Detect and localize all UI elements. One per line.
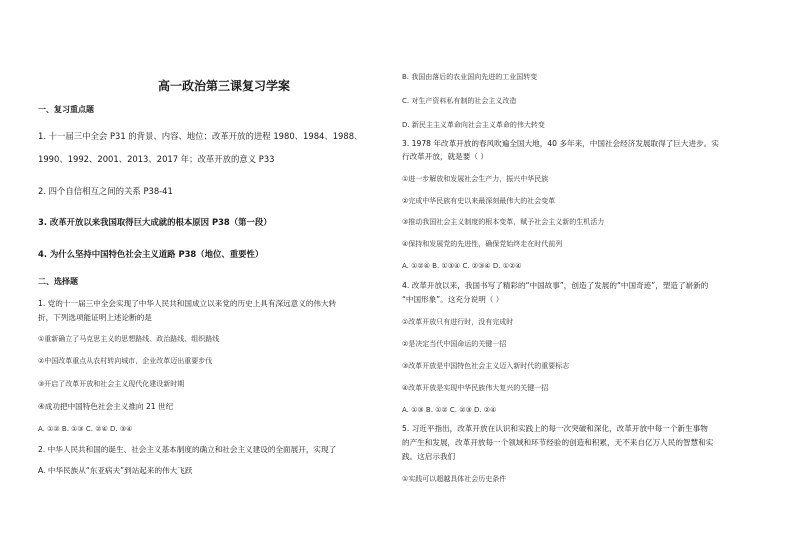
q4-stem-line-1: 4. 改革开放以来，我国书写了精彩的“中国故事”，创造了发展的“中国奇迹”，塑造了崭新的	[402, 281, 709, 290]
q1-stem-line-2: 折，下列选项能证明上述论断的是	[38, 313, 152, 322]
q4-stem-line-2: “中国形象”。这充分说明（ ）	[402, 295, 504, 304]
q1-option-2: ②中国改革重点从农村转向城市，企业改革迈出重要步伐	[38, 357, 213, 365]
q2-stem-line-1: 2. 中华人民共和国的诞生、社会主义基本制度的确立和社会主义建设的全面展开，实现了	[38, 445, 337, 454]
review-point-3: 3. 改革开放以来我国取得巨大成就的根本原因 P38（第一段）	[38, 217, 272, 227]
q3-option-1: ①进一步解放和发展社会生产力，振兴中华民族	[402, 175, 549, 183]
review-point-1-line-2: 1990、1992、2001、2013、2017 年；改革开放的意义 P33	[38, 154, 275, 164]
q2-option-d: D. 新民主主义革命向社会主义革命的伟大转变	[402, 121, 545, 129]
page-title: 高一政治第三课复习学案	[158, 79, 291, 93]
q5-stem-line-3: 践。这启示我们	[402, 452, 456, 461]
q1-option-3: ③开启了改革开放和社会主义现代化建设新时期	[38, 380, 185, 388]
section-heading-review: 一、复习重点题	[38, 105, 94, 114]
q1-option-4: ④成功把中国特色社会主义推向 21 世纪	[38, 402, 174, 411]
review-point-2: 2. 四个自信相互之间的关系 P38-41	[38, 186, 173, 196]
q3-stem-line-1: 3. 1978 年改革开放的春风吹遍全国大地，40 多年来，中国社会经济发展取得了巨大进步。实	[402, 139, 719, 148]
q3-option-4: ④保持和发展党的先进性，确保党始终走在时代前列	[402, 240, 563, 248]
q3-answers: A. ①②④ B. ①③④ C. ②③④ D. ①②④	[402, 262, 522, 270]
q5-stem-line-2: 的产生和发展，改革开放每一个领域和环节经验的创造和积累，无不来自亿万人民的智慧和实	[402, 438, 714, 447]
q3-stem-line-2: 行改革开放，就是要（ ）	[402, 152, 488, 161]
q4-option-1: ①改革开放只有进行时，没有完成时	[402, 318, 514, 326]
q1-option-1: ①重新确立了马克思主义的思想路线、政治路线、组织路线	[38, 335, 220, 343]
q1-answers: A. ①② B. ①③ C. ②④ D. ③④	[38, 425, 133, 433]
q5-option-1: ①实践可以超越具体社会历史条件	[402, 475, 507, 483]
q3-option-2: ②完成中华民族有史以来最深刻最伟大的社会变革	[402, 197, 556, 205]
q2-option-c: C. 对生产资料私有制的社会主义改造	[402, 97, 517, 105]
section-heading-choice: 二、选择题	[38, 277, 78, 286]
q4-option-2: ②是决定当代中国命运的关键一招	[402, 340, 507, 348]
review-point-1-line-1: 1. 十一届三中全会 P31 的背景、内容、地位；改革开放的进程 1980、1984、1988、	[38, 131, 363, 141]
q2-option-b: B. 我国由落后的农业国向先进的工业国转变	[402, 73, 538, 81]
q4-answers: A. ①③ B. ①② C. ②③ D. ②④	[402, 406, 497, 414]
q4-option-4: ④改革开放是实现中华民族伟大复兴的关键一招	[402, 384, 549, 392]
q1-stem-line-1: 1. 党的十一届三中全会实现了中华人民共和国成立以来党的历史上具有深远意义的伟大转	[38, 299, 337, 308]
q4-option-3: ③改革开放是中国特色社会主义迈入新时代的重要标志	[402, 362, 570, 370]
review-point-4: 4. 为什么坚持中国特色社会主义道路 P38（地位、重要性）	[38, 249, 264, 259]
q3-option-3: ③推动我国社会主义制度的根本变革，赋予社会主义新的生机活力	[402, 218, 605, 226]
q2-option-a: A. 中华民族从“东亚病夫”到站起来的伟大飞跃	[38, 466, 193, 475]
q5-stem-line-1: 5. 习近平指出，改革开放在认识和实践上的每一次突破和深化，改革开放中每一个新生事物	[402, 424, 708, 433]
